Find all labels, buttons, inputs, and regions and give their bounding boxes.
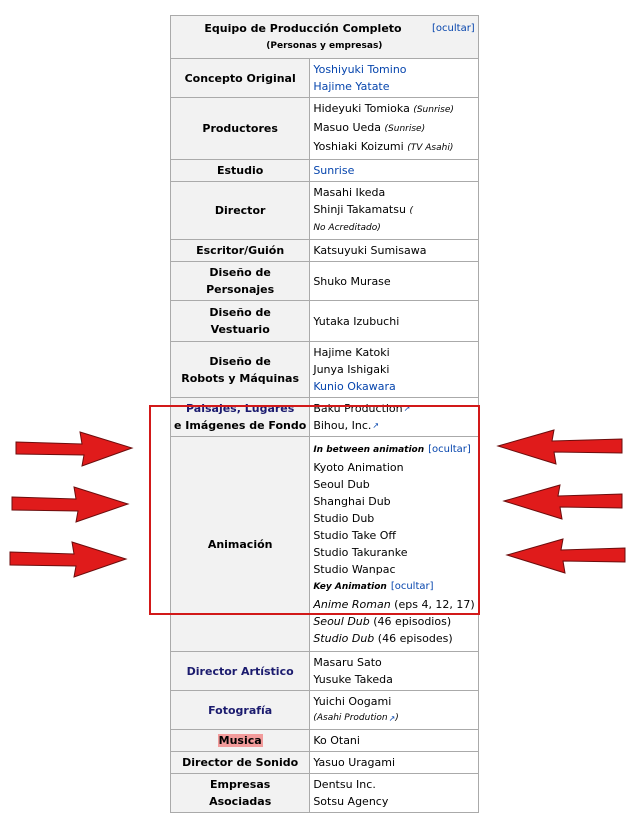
infobox-subtitle: (Personas y empresas) bbox=[266, 41, 383, 51]
subhead-in-between: In between animation bbox=[313, 445, 425, 455]
value-escritor: Katsuyuki Sumisawa bbox=[313, 244, 427, 257]
row-sonido bbox=[171, 752, 479, 774]
value-ib-4: Studio Dub bbox=[313, 512, 375, 525]
value-artistico-1: Masaru Sato bbox=[313, 656, 382, 669]
link-baku-production[interactable]: Baku Production ↗ bbox=[313, 402, 410, 415]
row-fotografia: Fotografía Yuichi Oogami (Asahi Prodution ↗ ) bbox=[171, 691, 479, 730]
hide-in-between[interactable]: [ocultar] bbox=[428, 444, 471, 455]
row-escritor bbox=[171, 240, 479, 262]
value-ib-1: Kyoto Animation bbox=[313, 461, 404, 474]
value-key-2: Seoul Dub bbox=[313, 615, 370, 628]
label-empresas-1: Empresas bbox=[210, 778, 271, 791]
note-key-3: (46 episodes) bbox=[377, 632, 453, 645]
note-productor-2: Sunrise bbox=[388, 124, 422, 134]
hide-toggle[interactable]: [ocultar] bbox=[432, 23, 475, 34]
value-robots-1: Hajime Katoki bbox=[313, 346, 390, 359]
label-animacion: Animación bbox=[171, 437, 310, 652]
link-bihou-inc[interactable]: Bihou, Inc. ↗ bbox=[313, 419, 379, 432]
row-director: Director Masahi Ikeda Shinji Takamatsu ( No Acreditado) bbox=[171, 182, 479, 240]
highlight-box bbox=[149, 405, 480, 615]
label-robots-1: Diseño de bbox=[209, 354, 271, 368]
label-director: Director bbox=[171, 182, 310, 240]
note-key-1: (eps 4, 12, 17) bbox=[394, 598, 475, 611]
value-personajes: Shuko Murase bbox=[313, 274, 391, 288]
row-musica bbox=[171, 730, 479, 752]
note-key-2: (46 episodios) bbox=[373, 615, 452, 628]
row-vestuario bbox=[171, 301, 479, 342]
value-empresas-1: Dentsu Inc. bbox=[313, 778, 376, 791]
label-sonido: Director de Sonido bbox=[171, 752, 310, 774]
arrow-left-icon bbox=[496, 428, 626, 466]
row-concepto bbox=[171, 59, 479, 98]
value-ib-3: Shanghai Dub bbox=[313, 495, 391, 508]
infobox-header bbox=[171, 16, 479, 59]
value-musica: Ko Otani bbox=[313, 734, 360, 747]
label-vestuario-2: Vestuario bbox=[210, 323, 270, 336]
link-sunrise[interactable]: Sunrise bbox=[313, 164, 355, 177]
arrow-right-icon bbox=[10, 486, 132, 524]
value-productor-2: Masuo Ueda bbox=[313, 121, 382, 134]
value-ib-7: Studio Wanpac bbox=[313, 563, 396, 576]
row-productores: Productores Hideyuki Tomioka (Sunrise) Masuo Ueda (Sunrise) Yoshiaki Koizumi (TV Asahi) bbox=[171, 98, 479, 160]
arrow-right-icon bbox=[14, 430, 136, 468]
label-robots-2: Robots y Máquinas bbox=[181, 371, 300, 385]
arrow-left-icon bbox=[502, 483, 626, 521]
label-estudio: Estudio bbox=[171, 160, 310, 182]
label-productores: Productores bbox=[171, 98, 310, 160]
value-ib-5: Studio Take Off bbox=[313, 529, 396, 542]
note-productor-3: TV Asahi bbox=[410, 143, 450, 153]
subhead-key-animation: Key Animation bbox=[313, 582, 387, 592]
value-artistico-2: Yusuke Takeda bbox=[313, 673, 393, 686]
row-artistico bbox=[171, 652, 479, 691]
label-vestuario-1: Diseño de bbox=[209, 306, 271, 319]
value-ib-2: Seoul Dub bbox=[313, 478, 370, 491]
arrow-right-icon bbox=[8, 541, 130, 579]
value-director-2: Shinji Takamatsu bbox=[313, 203, 406, 216]
note-director-2: No Acreditado bbox=[313, 223, 378, 233]
hide-key-animation[interactable]: [ocultar] bbox=[390, 581, 434, 592]
value-robots-2: Junya Ishigaki bbox=[313, 363, 390, 376]
infobox-title: Equipo de Producción Completo bbox=[204, 22, 402, 35]
note-productor-1: Sunrise bbox=[416, 105, 451, 115]
value-key-1: Anime Roman bbox=[313, 598, 391, 611]
value-vestuario: Yutaka Izubuchi bbox=[313, 314, 400, 328]
row-personajes bbox=[171, 262, 479, 301]
arrow-left-icon bbox=[505, 537, 629, 575]
label-artistico: Director Artístico bbox=[171, 652, 310, 691]
row-estudio bbox=[171, 160, 479, 182]
value-sonido: Yasuo Uragami bbox=[313, 756, 396, 769]
link-yoshiyuki-tomino[interactable]: Yoshiyuki Tomino bbox=[313, 63, 407, 76]
link-asahi-prodution[interactable]: Asahi Prodution ↗ bbox=[317, 713, 395, 723]
value-productor-1: Hideyuki Tomioka bbox=[313, 102, 410, 115]
value-fotografia-1: Yuichi Oogami bbox=[313, 695, 392, 708]
label-musica: Musica bbox=[218, 734, 262, 747]
row-empresas bbox=[171, 774, 479, 813]
label-escritor: Escritor/Guión bbox=[171, 240, 310, 262]
label-paisajes-2: e Imágenes de Fondo bbox=[174, 419, 307, 432]
value-key-3: Studio Dub bbox=[313, 632, 375, 645]
label-paisajes-1: Paisajes, Lugares bbox=[186, 402, 295, 415]
label-personajes: Diseño de Personajes bbox=[171, 262, 310, 301]
link-kunio-okawara[interactable]: Kunio Okawara bbox=[313, 380, 396, 393]
row-robots bbox=[171, 342, 479, 398]
value-ib-6: Studio Takuranke bbox=[313, 546, 408, 559]
label-fotografia: Fotografía bbox=[171, 691, 310, 730]
link-hajime-yatate[interactable]: Hajime Yatate bbox=[313, 80, 390, 93]
value-empresas-2: Sotsu Agency bbox=[313, 795, 389, 808]
value-director-1: Masahi Ikeda bbox=[313, 186, 386, 199]
label-empresas-2: Asociadas bbox=[209, 795, 272, 808]
value-productor-3: Yoshiaki Koizumi bbox=[313, 140, 404, 153]
label-concepto: Concepto Original bbox=[171, 59, 310, 98]
